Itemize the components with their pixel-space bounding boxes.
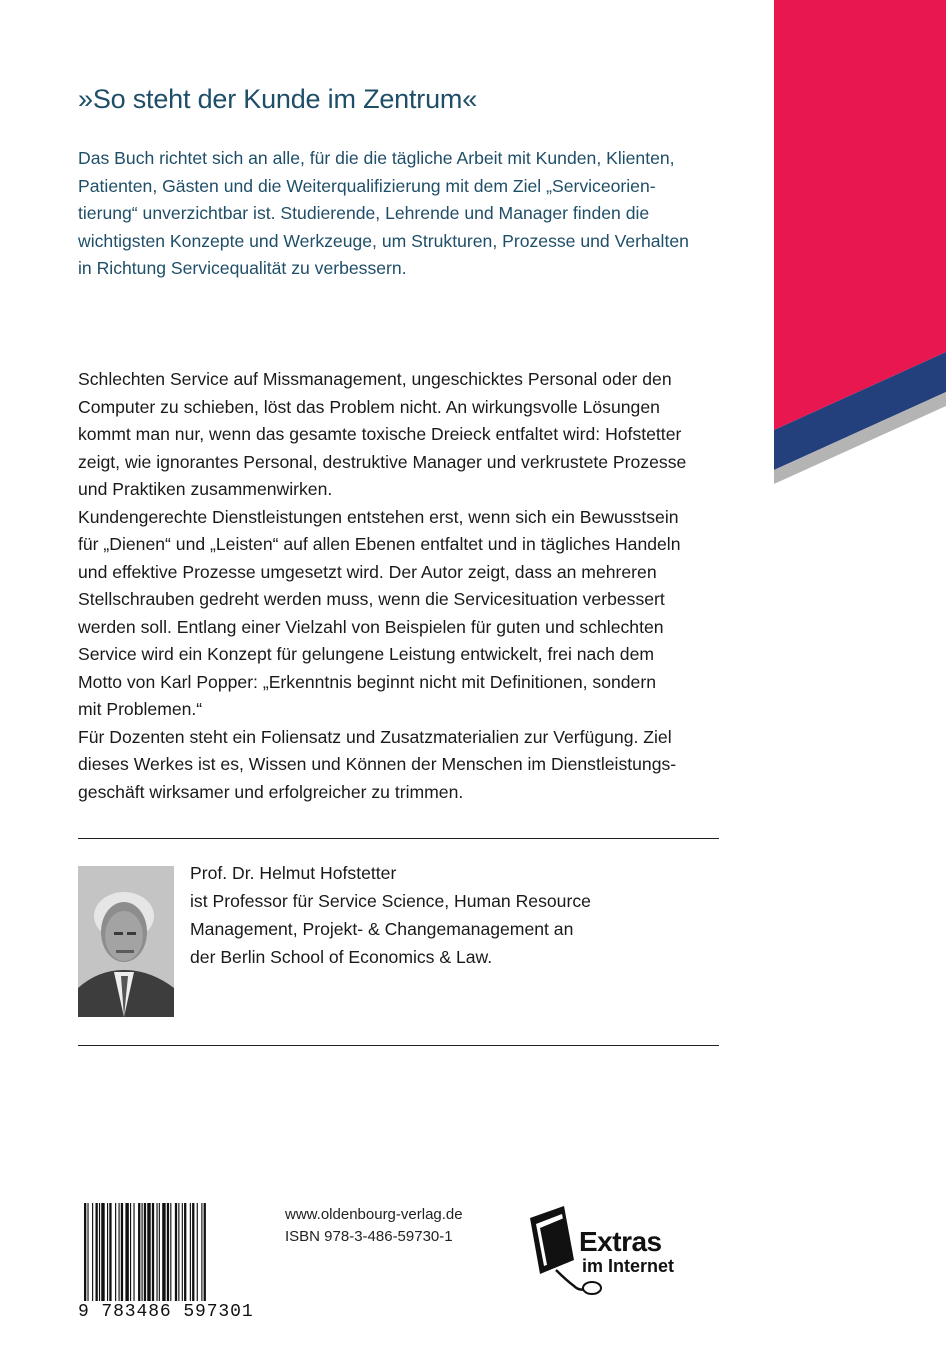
barcode-bars <box>78 1203 264 1301</box>
barcode-bar <box>182 1203 183 1301</box>
author-bio-line: Management, Projekt- & Changemanagement an <box>190 919 574 939</box>
barcode-bar <box>101 1203 104 1301</box>
barcode-bar <box>162 1203 165 1301</box>
divider-bottom <box>78 1045 719 1046</box>
intro-line: Patienten, Gästen und die Weiterqualifizierung mit dem Ziel „Serviceorien- <box>78 175 656 196</box>
intro-line: wichtigsten Konzepte und Werkzeuge, um Strukturen, Prozesse und Verhalten <box>78 230 689 251</box>
author-bio-line: ist Professor für Service Science, Human Resource <box>190 891 591 911</box>
body-line: Stellschrauben gedreht werden muss, wenn die Servicesituation verbessert <box>78 589 665 609</box>
cover-tagline: »So steht der Kunde im Zentrum« <box>78 84 478 114</box>
barcode-bar <box>125 1203 128 1301</box>
barcode-bar <box>121 1203 123 1301</box>
barcode-digits: 9 783486 597301 <box>78 1301 264 1323</box>
divider-top <box>78 838 719 839</box>
extras-subtitle: im Internet <box>582 1256 675 1276</box>
barcode-bar <box>96 1203 98 1301</box>
author-info <box>190 859 710 971</box>
extras-im-internet-logo <box>526 1200 726 1300</box>
isbn-barcode <box>78 1203 264 1323</box>
barcode-bar <box>99 1203 100 1301</box>
body-line: geschäft wirksamer und erfolgreicher zu trimmen. <box>78 781 464 802</box>
barcode-bar <box>144 1203 146 1301</box>
barcode-bar <box>133 1203 134 1301</box>
body-line: werden soll. Entlang einer Vielzahl von Beispielen für guten und schlechten <box>78 616 664 637</box>
body-line: Für Dozenten steht ein Foliensatz und Zusatzmaterialien zur Verfügung. Ziel <box>78 726 672 747</box>
intro-line: Das Buch richtet sich an alle, für die die tägliche Arbeit mit Kunden, Klienten, <box>78 148 675 168</box>
barcode-bar <box>115 1203 116 1301</box>
description-body <box>78 366 718 806</box>
barcode-bar <box>175 1203 177 1301</box>
barcode-bar <box>109 1203 111 1301</box>
barcode-bar <box>92 1203 93 1301</box>
body-line: und effektive Prozesse umgesetzt wird. Der Autor zeigt, dass an mehreren <box>78 561 657 582</box>
body-line: für „Dienen“ und „Leisten“ auf allen Ebenen entfaltet und in tägliches Handeln <box>78 534 681 554</box>
body-line: Motto von Karl Popper: „Erkenntnis beginnt nicht mit Definitionen, sondern <box>78 671 656 692</box>
extras-title: Extras <box>579 1226 662 1257</box>
barcode-bar <box>142 1203 143 1301</box>
barcode-bar <box>138 1203 140 1301</box>
author-portrait <box>78 866 174 1017</box>
barcode-bar <box>197 1203 198 1301</box>
author-name: Prof. Dr. Helmut Hofstetter <box>190 863 397 883</box>
barcode-bar <box>178 1203 179 1301</box>
barcode-bar <box>184 1203 186 1301</box>
barcode-bar <box>87 1203 88 1301</box>
publisher-info <box>285 1204 463 1248</box>
barcode-bar <box>167 1203 169 1301</box>
barcode-bar <box>152 1203 154 1301</box>
body-line: Kundengerechte Dienstleistungen entstehen erst, wenn sich ein Bewusstsein <box>78 506 679 527</box>
body-line: dieses Werkes ist es, Wissen und Können der Menschen im Dienstleistungs- <box>78 754 677 774</box>
publisher-url: www.oldenbourg-verlag.de <box>285 1206 463 1223</box>
barcode-bar <box>147 1203 150 1301</box>
barcode-bar <box>159 1203 160 1301</box>
isbn-text: ISBN 978-3-486-59730-1 <box>285 1228 453 1245</box>
barcode-bar <box>156 1203 157 1301</box>
barcode-bar <box>130 1203 131 1301</box>
barcode-bar <box>201 1203 202 1301</box>
portrait-image <box>78 866 174 1017</box>
intro-paragraph <box>78 145 718 283</box>
barcode-bar <box>192 1203 194 1301</box>
body-line: kommt man nur, wenn das gesamte toxische Dreieck entfaltet wird: Hofstetter <box>78 424 682 444</box>
barcode-bar <box>107 1203 108 1301</box>
barcode-bar <box>204 1203 206 1301</box>
barcode-bar <box>170 1203 171 1301</box>
barcode-bar <box>84 1203 86 1301</box>
body-line: Service wird ein Konzept für gelungene Leistung entwickelt, frei nach dem <box>78 644 655 664</box>
corner-stripes-decoration <box>774 0 946 490</box>
body-line: und Praktiken zusammenwirken. <box>78 479 333 499</box>
barcode-bar <box>190 1203 191 1301</box>
body-line: Computer zu schieben, löst das Problem nicht. An wirkungsvolle Lösungen <box>78 396 660 417</box>
barcode-bar <box>119 1203 120 1301</box>
intro-line: in Richtung Servicequalität zu verbessern. <box>78 258 407 278</box>
author-bio-line: der Berlin School of Economics & Law. <box>190 947 493 967</box>
body-line: Schlechten Service auf Missmanagement, ungeschicktes Personal oder den <box>78 369 672 389</box>
body-line: mit Problemen.“ <box>78 699 203 719</box>
intro-line: tierung“ unverzichtbar ist. Studierende, Lehrende und Manager finden die <box>78 203 650 223</box>
body-line: zeigt, wie ignorantes Personal, destruktive Manager und verkrustete Prozesse <box>78 451 687 472</box>
